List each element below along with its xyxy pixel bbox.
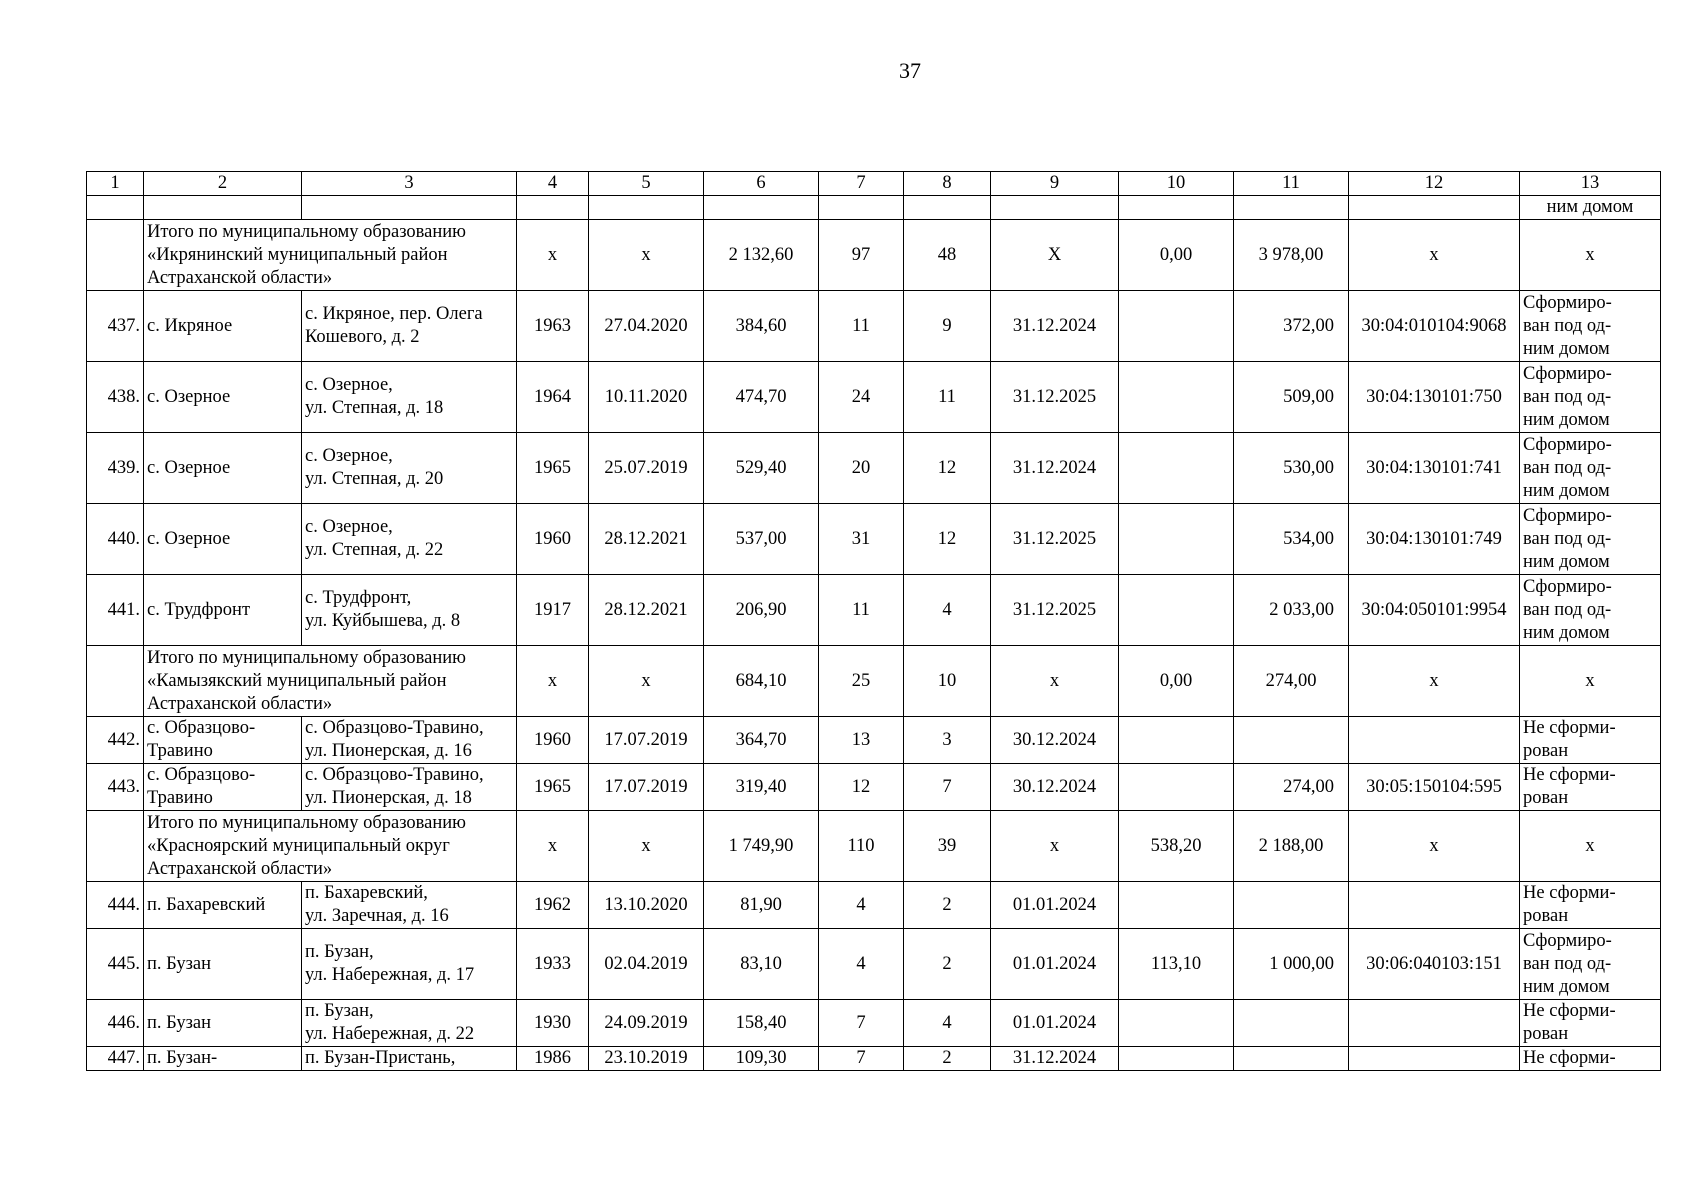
row-number: 447.: [87, 1047, 144, 1071]
cell-col-10: [1119, 1000, 1234, 1047]
cell-col-10: [1119, 1047, 1234, 1071]
cell-col-11: [1234, 717, 1349, 764]
table-row: [87, 717, 1661, 764]
table-body: [87, 172, 1661, 1071]
cell-col-5: 10.11.2020: [589, 362, 704, 433]
cell-col-5: 28.12.2021: [589, 575, 704, 646]
column-number-3: 3: [302, 172, 517, 196]
cell-col-8: 39: [904, 811, 991, 882]
address: с. Озерное, ул. Степная, д. 18: [302, 362, 517, 433]
cell-col-11: 2 033,00: [1234, 575, 1349, 646]
cell-col-7: 11: [819, 575, 904, 646]
cell-col-8: 11: [904, 362, 991, 433]
address: п. Бахаревский, ул. Заречная, д. 16: [302, 882, 517, 929]
table-row: [87, 1047, 1661, 1071]
subtotal-row: [87, 811, 1661, 882]
cell-col-6: 109,30: [704, 1047, 819, 1071]
cell-col-10: 113,10: [1119, 929, 1234, 1000]
column-number-12: 12: [1349, 172, 1520, 196]
cell-col-7: 24: [819, 362, 904, 433]
column-number-1: 1: [87, 172, 144, 196]
cell-col-6: 684,10: [704, 646, 819, 717]
cell-col-11: 3 978,00: [1234, 220, 1349, 291]
cell-col-9: 01.01.2024: [991, 882, 1119, 929]
cell-col-7: 97: [819, 220, 904, 291]
settlement: п. Бахаревский: [144, 882, 302, 929]
continuation-note: ним домом: [1520, 196, 1661, 220]
cell-col-6: 319,40: [704, 764, 819, 811]
cell-col-8: 10: [904, 646, 991, 717]
settlement: с. Озерное: [144, 504, 302, 575]
cell-col-10: [1119, 504, 1234, 575]
cell-col-12: х: [1349, 220, 1520, 291]
row-number: 443.: [87, 764, 144, 811]
cell-col-11: 372,00: [1234, 291, 1349, 362]
cell-col-8: 2: [904, 1047, 991, 1071]
row-number: 446.: [87, 1000, 144, 1047]
cell-col-12: 30:04:130101:741: [1349, 433, 1520, 504]
cell-col-7: 4: [819, 929, 904, 1000]
cell-col-7: 12: [819, 764, 904, 811]
column-number-7: 7: [819, 172, 904, 196]
cell-col-13: Сформиро- ван под од- ним домом: [1520, 362, 1661, 433]
cell-col-11: [1234, 1000, 1349, 1047]
cell-col-12: 30:04:130101:749: [1349, 504, 1520, 575]
subtotal-row: [87, 220, 1661, 291]
column-number-8: 8: [904, 172, 991, 196]
cell-col-12: [1349, 1000, 1520, 1047]
cell-col-9: 01.01.2024: [991, 929, 1119, 1000]
row-number: [87, 220, 144, 291]
cell-col-12: х: [1349, 811, 1520, 882]
column-number-row: [87, 172, 1661, 196]
cell-col-12: 30:04:010104:9068: [1349, 291, 1520, 362]
cell-col-8: 12: [904, 504, 991, 575]
cell-col-4: х: [517, 811, 589, 882]
cell-col-11: 509,00: [1234, 362, 1349, 433]
cell-col-5: 23.10.2019: [589, 1047, 704, 1071]
page-number: 37: [899, 58, 921, 83]
cell-col-4: 1960: [517, 717, 589, 764]
cell-col-11: 1 000,00: [1234, 929, 1349, 1000]
table-row: [87, 575, 1661, 646]
cell-col-11: 2 188,00: [1234, 811, 1349, 882]
cell-col-13: Не сформи- рован: [1520, 882, 1661, 929]
cell-col-10: 0,00: [1119, 220, 1234, 291]
cell-col-4: 1933: [517, 929, 589, 1000]
table-row: [87, 1000, 1661, 1047]
cell-col-7: 25: [819, 646, 904, 717]
row-number: [87, 811, 144, 882]
cell-col-5: 13.10.2020: [589, 882, 704, 929]
cell-col-9: 31.12.2024: [991, 433, 1119, 504]
row-number: 437.: [87, 291, 144, 362]
cell-col-7: 11: [819, 291, 904, 362]
cell-col-13: х: [1520, 646, 1661, 717]
cell-col-7: 7: [819, 1000, 904, 1047]
address: п. Бузан, ул. Набережная, д. 22: [302, 1000, 517, 1047]
cell-col-9: 31.12.2025: [991, 362, 1119, 433]
cell-col-6: 474,70: [704, 362, 819, 433]
cell-col-13: х: [1520, 220, 1661, 291]
cell-col-8: 7: [904, 764, 991, 811]
cell-col-13: Сформиро- ван под од- ним домом: [1520, 504, 1661, 575]
address: с. Озерное, ул. Степная, д. 22: [302, 504, 517, 575]
column-number-5: 5: [589, 172, 704, 196]
cell-col-9: 30.12.2024: [991, 717, 1119, 764]
cell-col-9: 01.01.2024: [991, 1000, 1119, 1047]
column-number-2: 2: [144, 172, 302, 196]
row-number: 441.: [87, 575, 144, 646]
column-number-6: 6: [704, 172, 819, 196]
cell-col-12: [1349, 717, 1520, 764]
address: п. Бузан, ул. Набережная, д. 17: [302, 929, 517, 1000]
cell-col-5: 17.07.2019: [589, 717, 704, 764]
cell-col-8: 2: [904, 882, 991, 929]
address: с. Икряное, пер. Олега Кошевого, д. 2: [302, 291, 517, 362]
column-number-10: 10: [1119, 172, 1234, 196]
cell-col-13: Не сформи-: [1520, 1047, 1661, 1071]
cell-col-5: 27.04.2020: [589, 291, 704, 362]
table-row: [87, 882, 1661, 929]
cell-col-8: 3: [904, 717, 991, 764]
cell-col-6: 83,10: [704, 929, 819, 1000]
cell-col-12: 30:04:050101:9954: [1349, 575, 1520, 646]
cell-col-10: [1119, 764, 1234, 811]
cell-col-8: 12: [904, 433, 991, 504]
cell-col-10: 538,20: [1119, 811, 1234, 882]
cell-col-9: х: [991, 811, 1119, 882]
cell-col-12: 30:06:040103:151: [1349, 929, 1520, 1000]
cell-col-5: 02.04.2019: [589, 929, 704, 1000]
cell-col-8: 2: [904, 929, 991, 1000]
cell-col-10: [1119, 575, 1234, 646]
row-number: 439.: [87, 433, 144, 504]
cell-col-5: 17.07.2019: [589, 764, 704, 811]
cell-col-4: 1986: [517, 1047, 589, 1071]
cell-col-11: 530,00: [1234, 433, 1349, 504]
column-number-11: 11: [1234, 172, 1349, 196]
row-number: 442.: [87, 717, 144, 764]
cell-col-12: 30:05:150104:595: [1349, 764, 1520, 811]
cell-col-4: 1965: [517, 764, 589, 811]
cell-col-9: Х: [991, 220, 1119, 291]
cell-col-10: [1119, 717, 1234, 764]
cell-col-12: [1349, 882, 1520, 929]
settlement: с. Икряное: [144, 291, 302, 362]
cell-col-13: Сформиро- ван под од- ним домом: [1520, 929, 1661, 1000]
cell-col-10: 0,00: [1119, 646, 1234, 717]
cell-col-4: 1965: [517, 433, 589, 504]
cell-col-4: 1930: [517, 1000, 589, 1047]
cell-col-9: х: [991, 646, 1119, 717]
cell-col-8: 9: [904, 291, 991, 362]
housing-table: [86, 171, 1661, 1071]
cell-col-11: 274,00: [1234, 764, 1349, 811]
cell-col-13: Не сформи- рован: [1520, 764, 1661, 811]
continuation-row: [87, 196, 1661, 220]
cell-col-4: 1964: [517, 362, 589, 433]
row-number: 438.: [87, 362, 144, 433]
column-number-4: 4: [517, 172, 589, 196]
settlement: п. Бузан-: [144, 1047, 302, 1071]
row-number: 445.: [87, 929, 144, 1000]
cell-col-11: [1234, 1047, 1349, 1071]
table-row: [87, 291, 1661, 362]
cell-col-5: 25.07.2019: [589, 433, 704, 504]
cell-col-5: х: [589, 220, 704, 291]
cell-col-4: 1917: [517, 575, 589, 646]
settlement: с. Озерное: [144, 362, 302, 433]
cell-col-6: 384,60: [704, 291, 819, 362]
address: с. Образцово-Травино, ул. Пионерская, д. 16: [302, 717, 517, 764]
cell-col-6: 206,90: [704, 575, 819, 646]
address: п. Бузан-Пристань,: [302, 1047, 517, 1071]
table-row: [87, 433, 1661, 504]
row-number: 444.: [87, 882, 144, 929]
address: с. Трудфронт, ул. Куйбышева, д. 8: [302, 575, 517, 646]
cell-col-7: 20: [819, 433, 904, 504]
cell-col-5: 28.12.2021: [589, 504, 704, 575]
settlement: п. Бузан: [144, 929, 302, 1000]
cell-col-6: 537,00: [704, 504, 819, 575]
cell-col-8: 4: [904, 1000, 991, 1047]
row-number: 440.: [87, 504, 144, 575]
subtotal-name: Итого по муниципальному образованию «Камызякский муниципальный район Астраханской области»: [144, 646, 517, 717]
settlement: с. Трудфронт: [144, 575, 302, 646]
cell-col-4: 1960: [517, 504, 589, 575]
subtotal-name: Итого по муниципальному образованию «Красноярский муниципальный округ Астраханской области»: [144, 811, 517, 882]
table-row: [87, 362, 1661, 433]
settlement: с. Образцово- Травино: [144, 717, 302, 764]
cell-col-7: 31: [819, 504, 904, 575]
settlement: с. Образцово- Травино: [144, 764, 302, 811]
cell-col-12: х: [1349, 646, 1520, 717]
cell-col-7: 7: [819, 1047, 904, 1071]
row-number: [87, 646, 144, 717]
cell-col-6: 2 132,60: [704, 220, 819, 291]
cell-col-13: Не сформи- рован: [1520, 1000, 1661, 1047]
cell-col-10: [1119, 433, 1234, 504]
cell-col-6: 1 749,90: [704, 811, 819, 882]
address: с. Озерное, ул. Степная, д. 20: [302, 433, 517, 504]
cell-col-6: 158,40: [704, 1000, 819, 1047]
column-number-9: 9: [991, 172, 1119, 196]
cell-col-4: 1962: [517, 882, 589, 929]
column-number-13: 13: [1520, 172, 1661, 196]
subtotal-row: [87, 646, 1661, 717]
cell-col-11: [1234, 882, 1349, 929]
table-row: [87, 929, 1661, 1000]
cell-col-7: 13: [819, 717, 904, 764]
cell-col-5: х: [589, 646, 704, 717]
cell-col-8: 48: [904, 220, 991, 291]
cell-col-4: 1963: [517, 291, 589, 362]
cell-col-6: 529,40: [704, 433, 819, 504]
table-row: [87, 764, 1661, 811]
cell-col-6: 81,90: [704, 882, 819, 929]
settlement: с. Озерное: [144, 433, 302, 504]
cell-col-7: 4: [819, 882, 904, 929]
cell-col-13: Сформиро- ван под од- ним домом: [1520, 291, 1661, 362]
cell-col-4: х: [517, 220, 589, 291]
cell-col-9: 31.12.2025: [991, 575, 1119, 646]
address: с. Образцово-Травино, ул. Пионерская, д. 18: [302, 764, 517, 811]
cell-col-10: [1119, 362, 1234, 433]
cell-col-13: Сформиро- ван под од- ним домом: [1520, 433, 1661, 504]
cell-col-7: 110: [819, 811, 904, 882]
cell-col-5: 24.09.2019: [589, 1000, 704, 1047]
cell-col-11: 534,00: [1234, 504, 1349, 575]
cell-col-10: [1119, 882, 1234, 929]
cell-col-12: 30:04:130101:750: [1349, 362, 1520, 433]
cell-col-6: 364,70: [704, 717, 819, 764]
cell-col-13: Сформиро- ван под од- ним домом: [1520, 575, 1661, 646]
cell-col-9: 31.12.2024: [991, 1047, 1119, 1071]
table-row: [87, 504, 1661, 575]
cell-col-5: х: [589, 811, 704, 882]
cell-col-9: 31.12.2024: [991, 291, 1119, 362]
cell-col-11: 274,00: [1234, 646, 1349, 717]
cell-col-4: х: [517, 646, 589, 717]
cell-col-9: 31.12.2025: [991, 504, 1119, 575]
cell-col-10: [1119, 291, 1234, 362]
subtotal-name: Итого по муниципальному образованию «Икрянинский муниципальный район Астраханской области»: [144, 220, 517, 291]
cell-col-9: 30.12.2024: [991, 764, 1119, 811]
cell-col-12: [1349, 1047, 1520, 1071]
settlement: п. Бузан: [144, 1000, 302, 1047]
cell-col-8: 4: [904, 575, 991, 646]
cell-col-13: х: [1520, 811, 1661, 882]
cell-col-13: Не сформи- рован: [1520, 717, 1661, 764]
